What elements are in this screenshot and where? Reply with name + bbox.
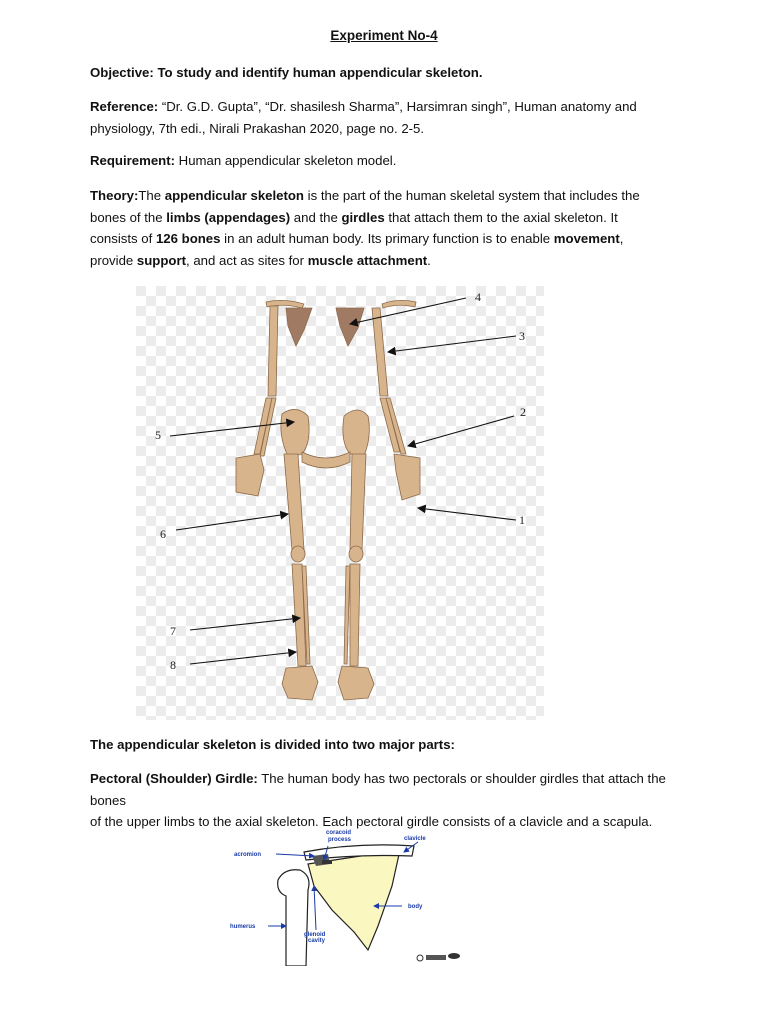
publisher-logo	[417, 953, 460, 961]
appendicular-skeleton-figure	[136, 286, 544, 720]
objective	[90, 62, 690, 84]
reference	[90, 96, 690, 139]
theory-text: that attach them to the axial skeleton. It	[384, 209, 618, 225]
callout-7: 7	[170, 624, 176, 638]
theory-text: and the	[290, 209, 342, 225]
callout-4: 4	[475, 290, 481, 304]
theory-text: is the part of the human skeletal system that includes the	[304, 188, 640, 203]
theory-text: ,	[619, 231, 624, 246]
theory-text: The	[138, 188, 165, 203]
callout-1: 1	[519, 513, 525, 527]
callout-2: 2	[520, 405, 526, 419]
theory-text: , and act as sites for	[186, 252, 308, 268]
left-patella	[291, 546, 305, 562]
pectoral-line1: The human body has two pectorals or shoulder girdles that attach the bones	[90, 771, 666, 808]
right-foot	[338, 666, 374, 700]
theory-label: Theory:	[90, 188, 139, 203]
pectoral-line2: of the upper limbs to the axial skeleton. Each pectoral girdle consists of a clavicle and a scapula.	[90, 814, 653, 829]
left-hand	[236, 454, 264, 496]
callout-8: 8	[170, 658, 176, 672]
theory-text: in an adult human body. Its primary function is to enable	[220, 231, 554, 246]
theory-bold: 126 bones	[155, 231, 221, 246]
pectoral-label: Pectoral (Shoulder) Girdle:	[90, 771, 258, 786]
theory	[90, 185, 690, 271]
theory-bold: movement	[553, 231, 620, 246]
pointer-glenoid	[314, 886, 316, 930]
theory-text: bones of the	[90, 209, 167, 225]
humerus-bone	[278, 870, 309, 966]
theory-text: .	[427, 252, 431, 268]
label-coracoid: coracoid	[326, 830, 352, 836]
pectoral-girdle	[90, 768, 690, 833]
theory-bold: limbs (appendages)	[166, 209, 291, 225]
theory-bold: support	[136, 252, 187, 268]
label-humerus: humerus	[230, 924, 256, 930]
theory-bold: girdles	[341, 209, 385, 225]
label-glenoid: glenoid	[304, 932, 326, 938]
label-process: process	[328, 837, 352, 843]
page-title: Experiment No-4	[330, 28, 438, 43]
left-foot	[282, 666, 318, 700]
divided-heading: The appendicular skeleton is divided into two major parts:	[90, 737, 455, 752]
requirement	[90, 150, 690, 172]
shoulder-girdle-figure	[228, 826, 464, 966]
theory-bold: appendicular skeleton	[164, 188, 304, 203]
left-hip-bone	[281, 409, 309, 456]
right-patella	[349, 546, 363, 562]
theory-text: consists of	[90, 231, 156, 246]
right-hip-bone	[343, 410, 369, 456]
reference-line1: “Dr. G.D. Gupta”, “Dr. shasilesh Sharma”, Harsimran singh”, Human anatomy and	[161, 99, 637, 114]
checker-background	[136, 286, 544, 720]
reference-line2: physiology, 7th edi., Nirali Prakashan 2020, page no. 2-5.	[90, 120, 425, 136]
requirement-label: Requirement:	[90, 153, 175, 168]
label-acromion: acromion	[234, 852, 262, 858]
callout-6: 6	[160, 527, 166, 541]
shoulder-illustration	[228, 826, 464, 966]
acromion-shape	[322, 860, 332, 864]
right-tibia	[350, 564, 360, 666]
objective-label: Objective:	[90, 65, 154, 80]
left-humerus	[268, 306, 278, 396]
callout-5: 5	[155, 428, 161, 442]
requirement-text: Human appendicular skeleton model.	[178, 153, 397, 168]
skeleton-illustration	[136, 286, 544, 720]
theory-text: provide	[90, 252, 137, 268]
label-cavity: cavity	[308, 938, 326, 944]
label-body: body	[408, 904, 423, 910]
theory-bold: muscle attachment	[307, 252, 428, 268]
label-clavicle: clavicle	[404, 836, 426, 842]
reference-label: Reference:	[90, 99, 159, 114]
objective-text: To study and identify human appendicular skeleton.	[157, 65, 483, 80]
callout-3: 3	[519, 329, 525, 343]
